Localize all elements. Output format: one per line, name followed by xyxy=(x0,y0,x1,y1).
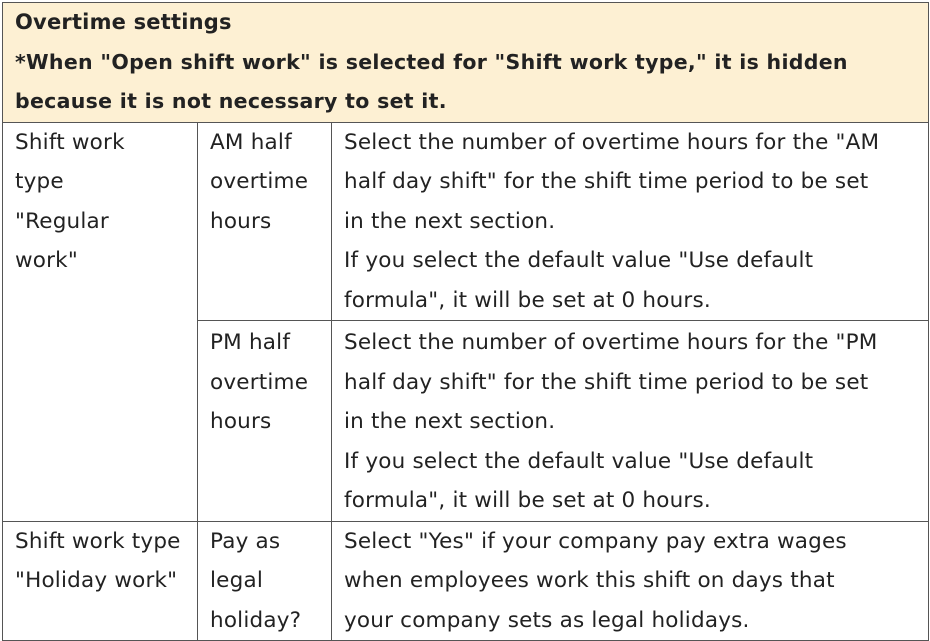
overtime-settings-document xyxy=(2,2,928,634)
settings-table xyxy=(2,2,929,641)
description-line: Select the number of overtime hours for the "PM xyxy=(344,330,878,355)
setting-name-cell-holiday xyxy=(198,521,332,641)
setting-name-line: overtime xyxy=(210,169,309,194)
setting-name-line: holiday? xyxy=(210,607,302,633)
section-title: Overtime settings xyxy=(15,10,232,34)
description-line: formula", it will be set at 0 hours. xyxy=(344,287,711,313)
setting-name-line: PM half xyxy=(210,330,291,355)
shift-type-cell-regular xyxy=(3,122,198,521)
shift-type-line: Shift work xyxy=(15,129,125,155)
table-row xyxy=(3,521,929,641)
description-line: in the next section. xyxy=(344,409,556,434)
shift-type-line: Shift work type xyxy=(15,528,181,554)
setting-name-line: hours xyxy=(210,208,272,234)
header-cell xyxy=(3,3,929,123)
hidden-note-line: because it is not necessary to set it. xyxy=(15,89,447,113)
description-line: when employees work this shift on days that xyxy=(344,568,835,593)
description-line: half day shift" for the shift time period to be set xyxy=(344,369,869,395)
setting-name-cell-am xyxy=(198,122,332,321)
description-line: If you select the default value "Use default xyxy=(344,448,814,474)
description-line: Select "Yes" if your company pay extra wages xyxy=(344,528,847,554)
hidden-note-line: *When "Open shift work" is selected for "Shift work type," it is hidden xyxy=(15,49,848,74)
setting-name-cell-pm xyxy=(198,321,332,522)
shift-type-line: type xyxy=(15,169,64,194)
description-line: half day shift" for the shift time period to be set xyxy=(344,169,869,194)
shift-type-line: "Holiday work" xyxy=(15,568,178,593)
description-line: Select the number of overtime hours for the "AM xyxy=(344,129,880,155)
shift-type-line: "Regular xyxy=(15,208,109,234)
description-line: formula", it will be set at 0 hours. xyxy=(344,488,711,513)
description-cell-am xyxy=(332,122,929,321)
setting-name-line: AM half xyxy=(210,129,292,155)
setting-name-line: legal xyxy=(210,568,263,593)
setting-name-line: Pay as xyxy=(210,528,281,554)
setting-name-line: hours xyxy=(210,409,272,434)
description-line: your company sets as legal holidays. xyxy=(344,607,750,633)
shift-type-cell-holiday xyxy=(3,521,198,641)
shift-type-line: work" xyxy=(15,248,78,273)
table-row xyxy=(3,122,929,321)
description-line: in the next section. xyxy=(344,208,556,234)
setting-name-line: overtime xyxy=(210,369,309,395)
header-row xyxy=(3,3,929,123)
description-cell-holiday xyxy=(332,521,929,641)
description-cell-pm xyxy=(332,321,929,522)
description-line: If you select the default value "Use default xyxy=(344,248,814,273)
